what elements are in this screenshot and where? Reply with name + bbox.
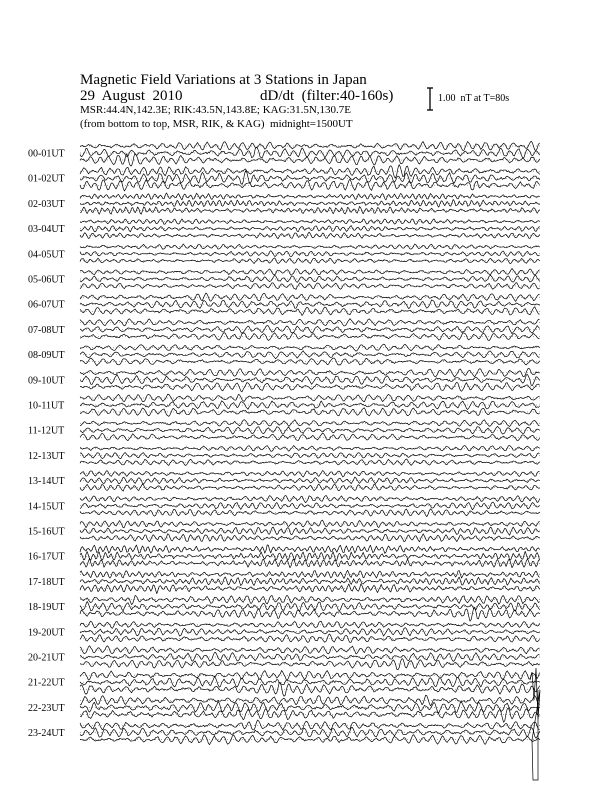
- chart-title: Magnetic Field Variations at 3 Stations in Japan: [80, 72, 367, 88]
- trace-kag: [80, 595, 540, 604]
- trace-msr: [80, 154, 540, 166]
- hour-rows: [28, 141, 540, 780]
- hour-row-23-24UT: [28, 720, 540, 745]
- hour-row-00-01UT: [28, 141, 540, 166]
- hour-row-14-15UT: [28, 495, 540, 516]
- trace-rik: [80, 551, 540, 560]
- hour-label: 06-07UT: [28, 299, 65, 311]
- trace-msr: [80, 607, 540, 621]
- trace-msr: [80, 433, 540, 441]
- trace-rik: [80, 577, 540, 586]
- hour-row-13-14UT: [28, 471, 540, 491]
- hour-row-07-08UT: [28, 319, 540, 341]
- hour-row-09-10UT: [28, 368, 540, 392]
- hour-label: 11-12UT: [28, 425, 65, 437]
- chart-filter: dD/dt (filter:40-160s): [260, 88, 394, 104]
- hour-label: 04-05UT: [28, 249, 65, 261]
- trace-rik: [80, 727, 540, 738]
- hour-row-15-16UT: [28, 520, 540, 542]
- hour-row-11-12UT: [28, 420, 540, 441]
- hour-label: 21-22UT: [28, 677, 65, 689]
- trace-kag: [80, 520, 540, 528]
- hour-label: 07-08UT: [28, 324, 65, 336]
- hour-label: 14-15UT: [28, 501, 65, 513]
- hour-label: 20-21UT: [28, 652, 65, 664]
- trace-msr: [80, 382, 540, 392]
- hour-label: 15-16UT: [28, 526, 65, 538]
- hour-row-08-09UT: [28, 344, 540, 366]
- trace-rik: [80, 502, 540, 510]
- hour-label: 17-18UT: [28, 576, 65, 588]
- trace-rik: [80, 351, 540, 359]
- station-coordinates: MSR:44.4N,142.3E; RIK:43.5N,143.8E; KAG:31.5N,130.7E: [80, 104, 352, 116]
- hour-label: 19-20UT: [28, 627, 65, 639]
- trace-kag: [80, 193, 540, 200]
- trace-kag: [80, 495, 540, 502]
- hour-row-20-21UT: [28, 646, 540, 670]
- hour-row-10-11UT: [28, 394, 540, 416]
- hour-label: 00-01UT: [28, 148, 65, 160]
- hour-label: 05-06UT: [28, 274, 65, 286]
- hour-row-05-06UT: [28, 268, 540, 289]
- station-order-note: (from bottom to top, MSR, RIK, & KAG) midnight=1500UT: [80, 118, 353, 130]
- trace-kag: [80, 646, 540, 654]
- trace-msr: [80, 584, 540, 594]
- hour-row-21-22UT: [28, 670, 540, 696]
- hour-label: 09-10UT: [28, 375, 65, 387]
- hour-row-16-17UT: [28, 545, 540, 568]
- trace-msr: [80, 634, 540, 643]
- scale-bar-label: 1.00 nT at T=80s: [438, 93, 510, 104]
- hour-label: 02-03UT: [28, 198, 65, 210]
- trace-kag: [80, 293, 540, 301]
- trace-kag: [80, 720, 540, 730]
- trace-rik: [80, 453, 540, 459]
- trace-msr: [80, 659, 540, 670]
- hour-label: 22-23UT: [28, 702, 65, 714]
- trace-rik: [80, 677, 540, 687]
- hour-row-04-05UT: [28, 244, 540, 264]
- trace-rik: [80, 325, 540, 333]
- hour-label: 03-04UT: [28, 224, 65, 236]
- hour-row-01-02UT: [28, 165, 540, 191]
- hour-row-19-20UT: [28, 621, 540, 642]
- hour-label: 10-11UT: [28, 400, 65, 412]
- hour-label: 01-02UT: [28, 173, 65, 185]
- hour-label: 16-17UT: [28, 551, 65, 563]
- trace-rik: [80, 147, 540, 158]
- hour-row-17-18UT: [28, 570, 540, 593]
- trace-kag: [80, 219, 540, 225]
- hour-label: 18-19UT: [28, 602, 65, 614]
- scale-bar: [427, 88, 433, 110]
- hour-row-02-03UT: [28, 193, 540, 214]
- hour-label: 13-14UT: [28, 476, 65, 488]
- trace-msr: [80, 358, 540, 366]
- hour-label: 23-24UT: [28, 728, 65, 740]
- trace-rik: [80, 375, 540, 386]
- trace-msr: [80, 459, 540, 465]
- hour-row-03-04UT: [28, 219, 540, 239]
- trace-kag: [80, 471, 540, 477]
- hour-row-06-07UT: [28, 293, 540, 316]
- hour-row-22-23UT: [28, 695, 540, 722]
- trace-msr: [80, 708, 540, 722]
- hour-row-18-19UT: [28, 595, 540, 621]
- trace-kag: [80, 141, 540, 150]
- trace-msr: [80, 232, 540, 239]
- trace-msr: [80, 307, 540, 316]
- hour-label: 12-13UT: [28, 450, 65, 462]
- hour-label: 08-09UT: [28, 350, 65, 362]
- chart-date: 29 August 2010: [80, 88, 183, 104]
- trace-rik: [80, 401, 540, 410]
- trace-msr: [80, 534, 540, 542]
- trace-spike: [530, 668, 540, 780]
- hour-row-12-13UT: [28, 446, 540, 466]
